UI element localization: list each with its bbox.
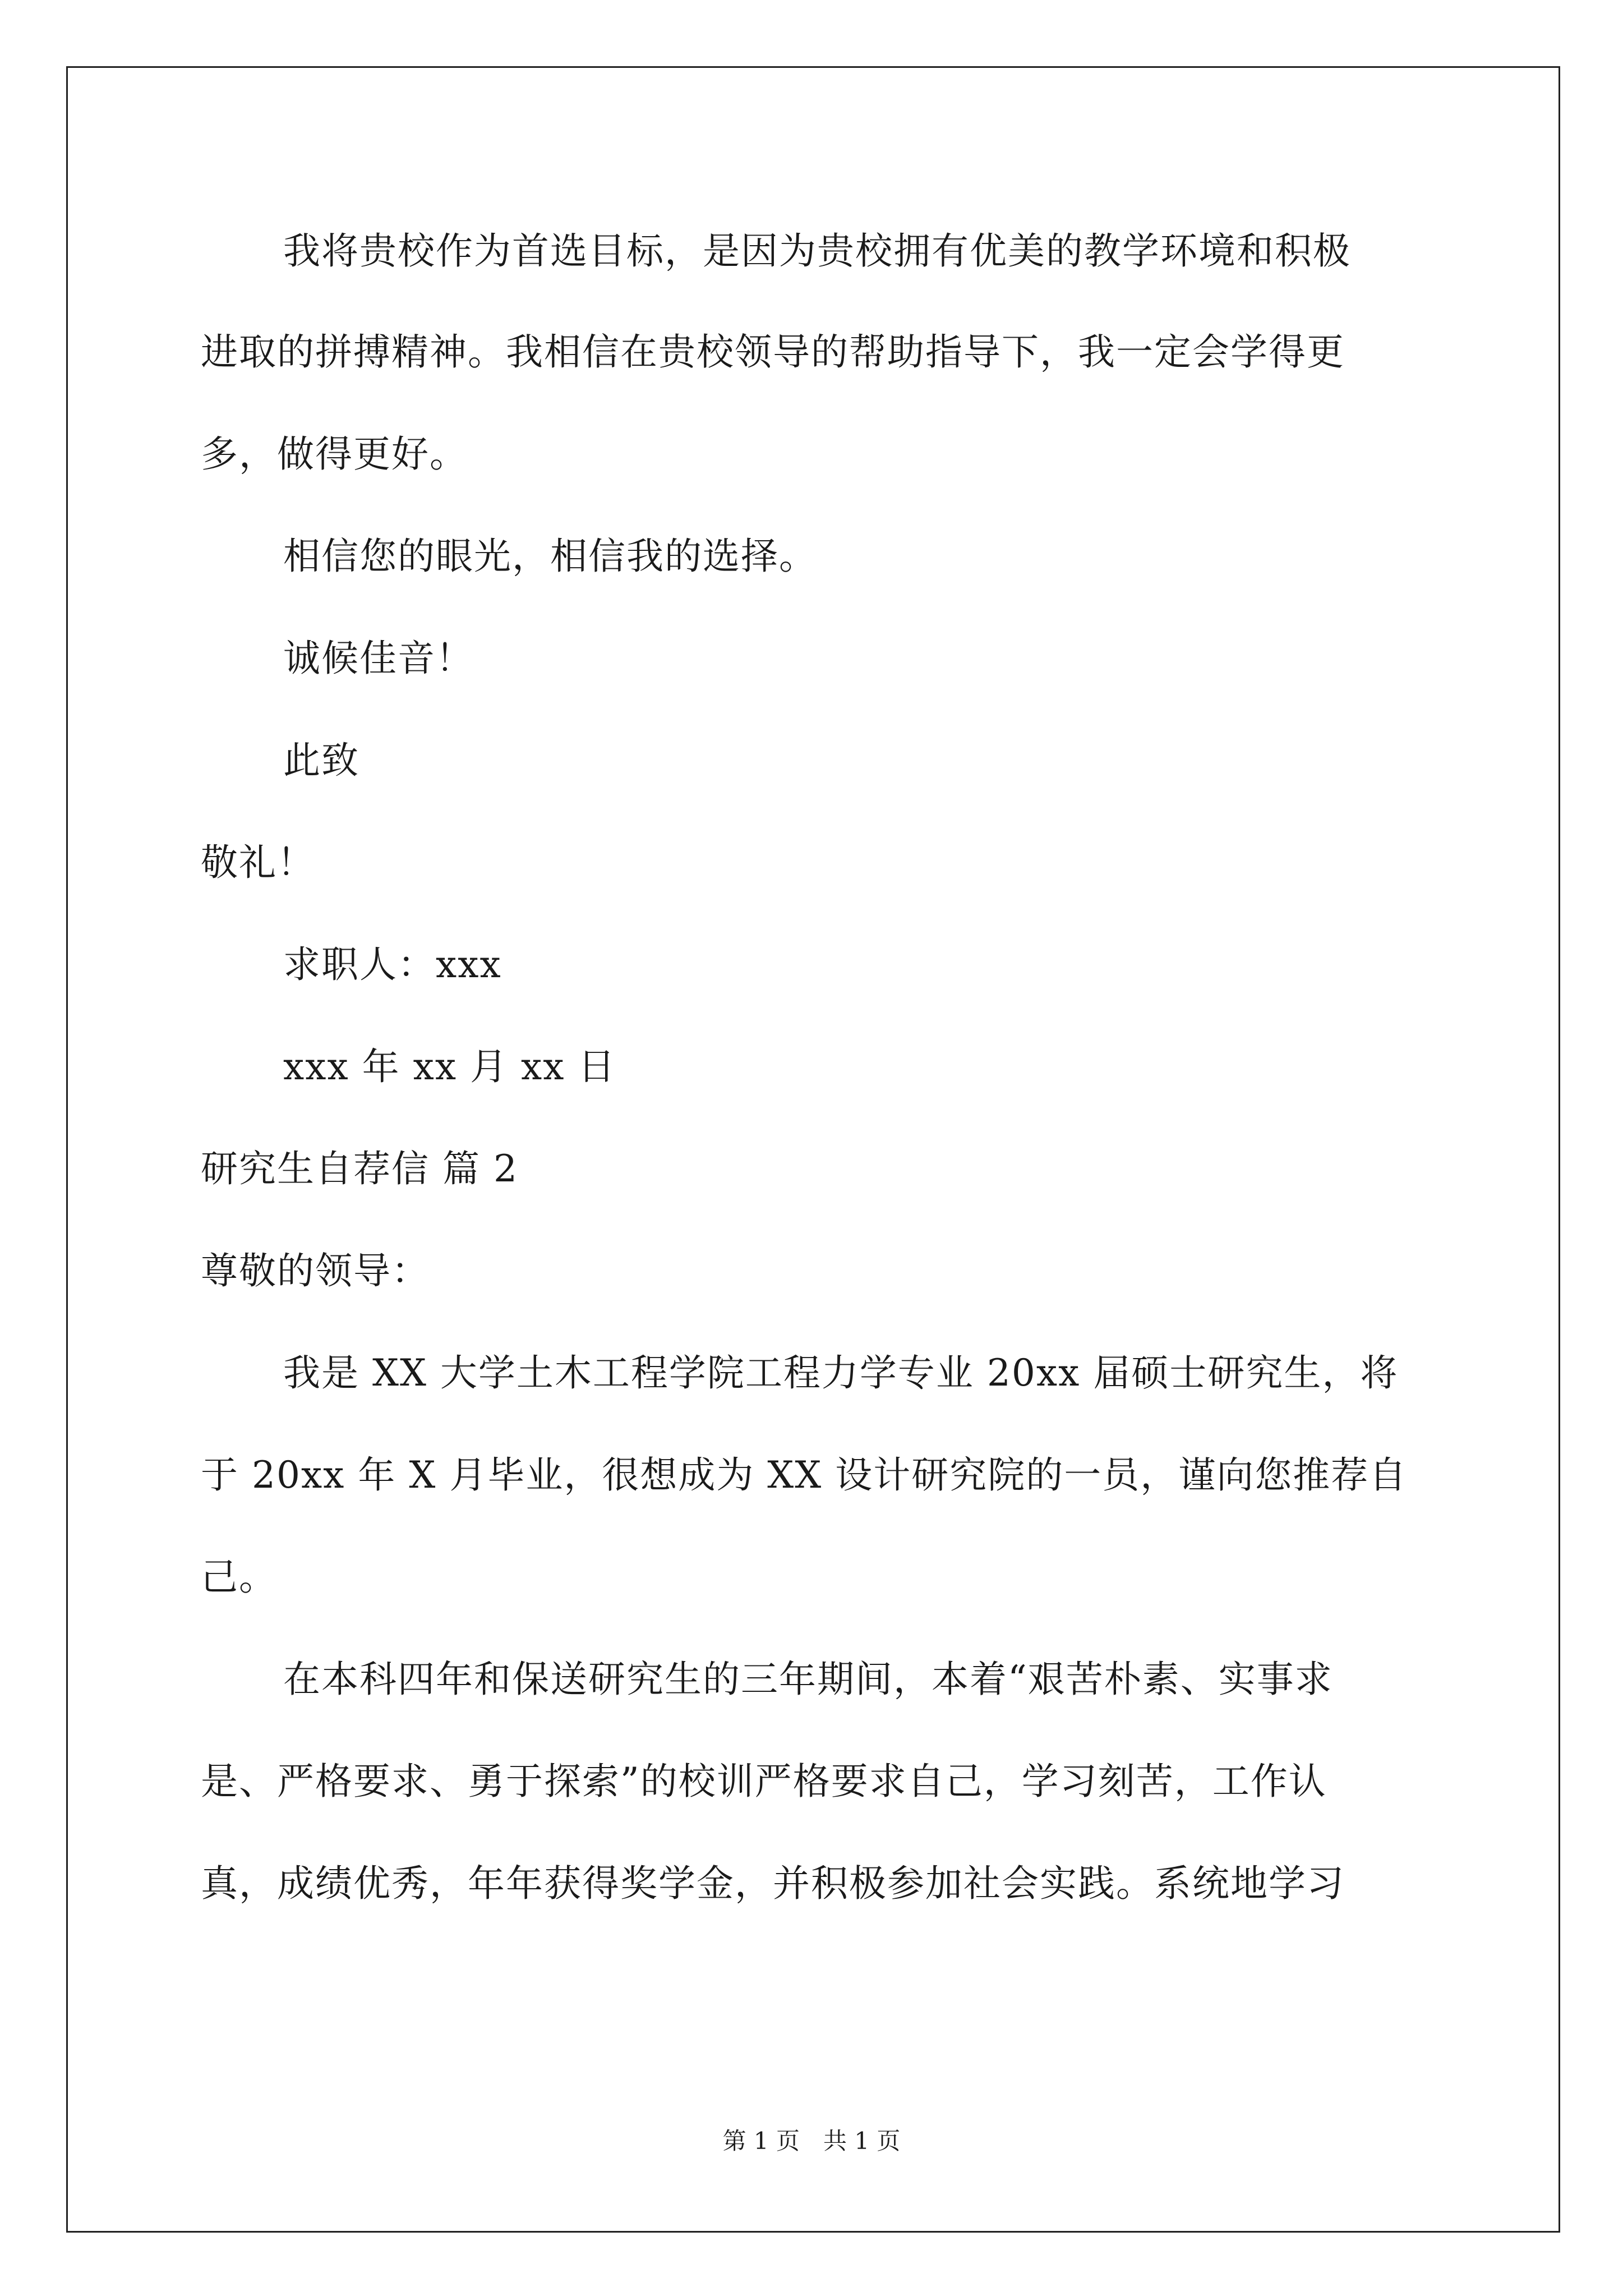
- paragraph-line: 真，成绩优秀，年年获得奖学金，并积极参加社会实践。系统地学习: [201, 1862, 1345, 1905]
- paragraph-line: 在本科四年和保送研究生的三年期间，本着“艰苦朴素、实事求: [283, 1658, 1333, 1701]
- paragraph-line: 我将贵校作为首选目标，是因为贵校拥有优美的教学环境和积极: [283, 229, 1351, 273]
- paragraph-line: 己。: [201, 1556, 277, 1599]
- closing-salutation: 此致: [283, 739, 359, 782]
- paragraph-line: 我是 XX 大学土木工程学院工程力学专业 20xx 届硕士研究生，将: [283, 1351, 1399, 1395]
- section-title: 研究生自荐信 篇 2: [201, 1147, 518, 1190]
- closing-regards: 敬礼！: [201, 841, 315, 884]
- paragraph-line: 相信您的眼光，相信我的选择。: [283, 535, 817, 578]
- paragraph-line: 多，做得更好。: [201, 432, 468, 476]
- paragraph-line: 于 20xx 年 X 月毕业，很想成为 XX 设计研究院的一员，谨向您推荐自: [201, 1453, 1408, 1497]
- paragraph-line: 是、严格要求、勇于探索”的校训严格要求自己，学习刻苦，工作认: [201, 1760, 1327, 1803]
- greeting: 尊敬的领导：: [201, 1249, 430, 1292]
- applicant-signature: 求职人：xxx: [283, 943, 502, 986]
- paragraph-line: 进取的拼搏精神。我相信在贵校领导的帮助指导下，我一定会学得更: [201, 330, 1345, 374]
- page-footer: 第 1 页 共 1 页: [722, 2127, 901, 2155]
- paragraph-line: 诚候佳音！: [283, 637, 474, 680]
- letter-date: xxx 年 xx 月 xx 日: [283, 1045, 616, 1088]
